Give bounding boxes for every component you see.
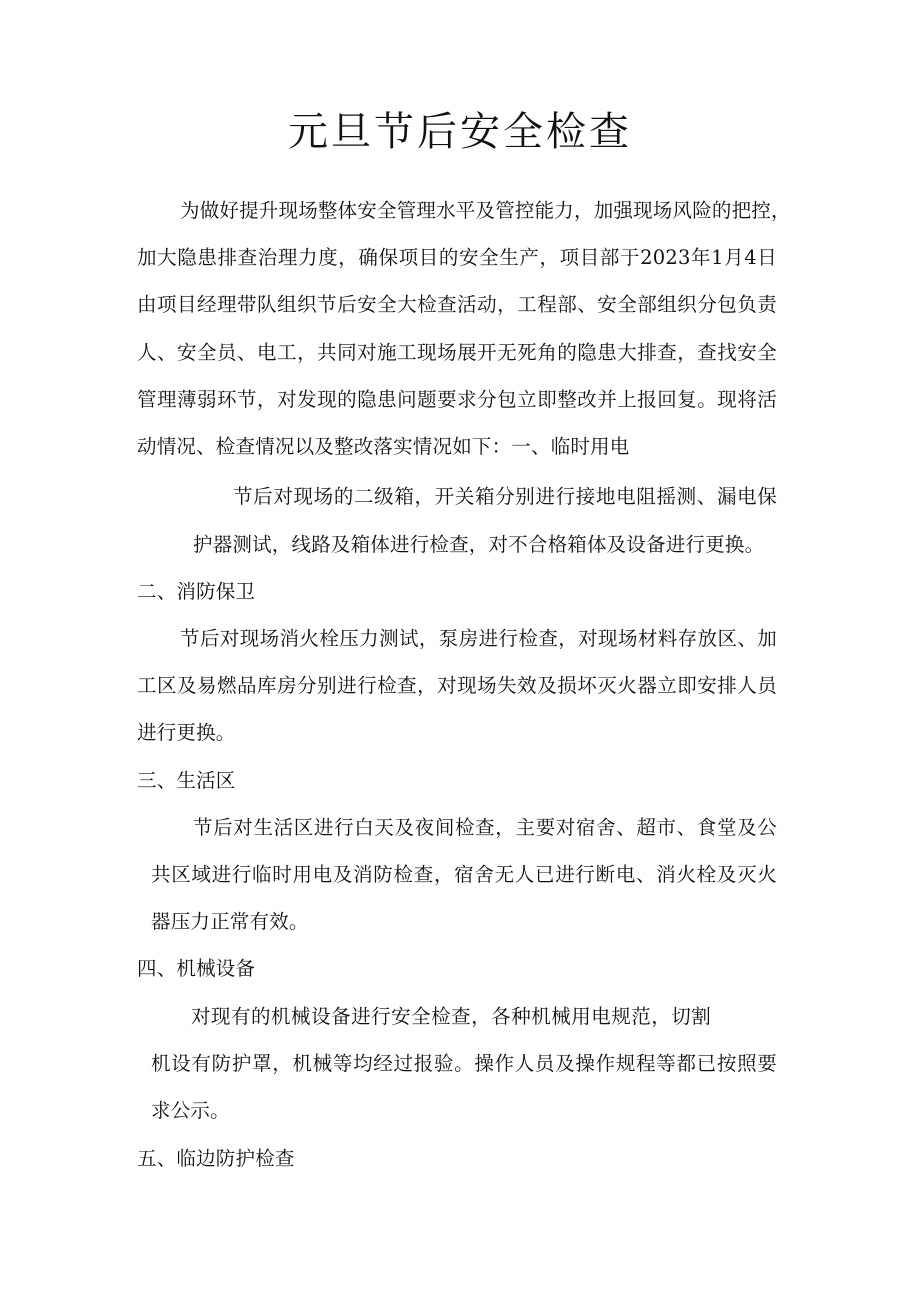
section1-line-2: 护器测试，线路及箱体进行检查，对不合格箱体及设备进行更换。 — [193, 533, 765, 556]
intro-line-2: 加大隐患排查治理力度，确保项目的安全生产，项目部于2023年1月4日 — [137, 246, 777, 269]
intro-line-1: 为做好提升现场整体安全管理水平及管控能力，加强现场风险的把控， — [180, 199, 791, 222]
section4-line-1: 对现有的机械设备进行安全检查，各种机械用电规范，切割 — [191, 1005, 711, 1028]
intro-line-6: 动情况、检查情况以及整改落实情况如下：一、临时用电 — [137, 435, 630, 458]
intro-line-5: 管理薄弱环节，对发现的隐患问题要求分包立即整改并上报回复。现将活 — [137, 388, 777, 411]
section4-line-2: 机设有防护罩，机械等均经过报验。操作人员及操作规程等都已按照要 — [151, 1052, 777, 1075]
document-title: 元旦节后安全检查 — [288, 109, 632, 155]
section4-heading: 四、机械设备 — [137, 957, 256, 980]
section5-heading: 五、临边防护检查 — [137, 1147, 295, 1170]
section2-line-1: 节后对现场消火栓压力测试，泵房进行检查，对现场材料存放区、加 — [180, 627, 777, 650]
section2-heading: 二、消防保卫 — [137, 580, 256, 603]
section2-line-3: 进行更换。 — [137, 721, 236, 744]
section1-line-1: 节后对现场的二级箱，开关箱分别进行接地电阻摇测、漏电保 — [233, 485, 777, 508]
intro-line-4: 人、安全员、电工，共同对施工现场展开无死角的隐患大排查，查找安全 — [137, 341, 777, 364]
section2-line-2: 工区及易燃品库房分别进行检查，对现场失效及损坏灭火器立即安排人员 — [137, 674, 777, 697]
section3-line-2: 共区域进行临时用电及消防检查，宿舍无人已进行断电、消火栓及灭火 — [151, 863, 777, 886]
section3-heading: 三、生活区 — [137, 769, 236, 792]
section3-line-1: 节后对生活区进行白天及夜间检查，主要对宿舍、超市、食堂及公 — [193, 816, 777, 839]
section4-line-3: 求公示。 — [151, 1099, 230, 1122]
intro-line-3: 由项目经理带队组织节后安全大检查活动，工程部、安全部组织分包负责 — [137, 293, 777, 316]
section3-line-3: 器压力正常有效。 — [151, 910, 309, 933]
